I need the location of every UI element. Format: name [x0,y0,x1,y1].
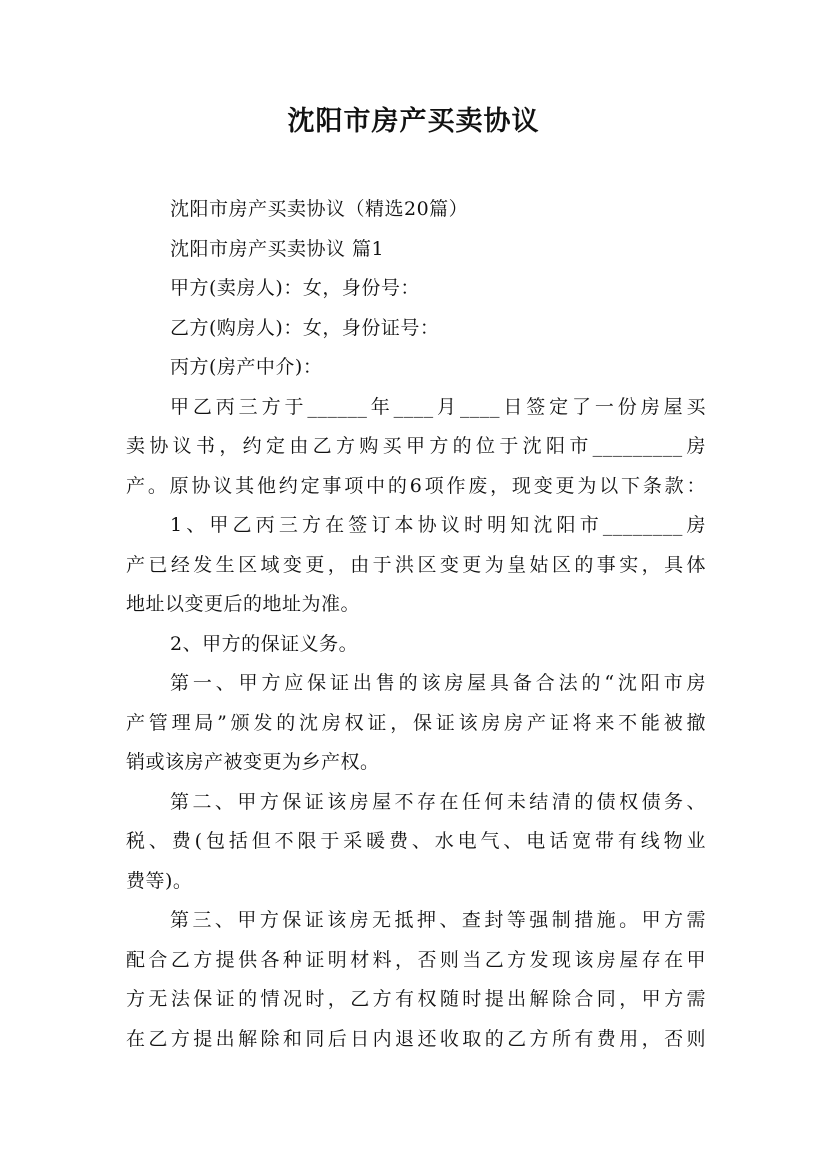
paragraph-line: 甲方(卖房人)：女，身份号： [170,277,420,299]
paragraph-line: 产管理局”颁发的沈房权证，保证该房房产证将来不能被撤 [126,711,706,734]
paragraph-line: 乙方(购房人)：女，身份证号： [170,316,440,339]
paragraph-line: 第二、甲方保证该房屋不存在任何未结清的债权债务、 [170,790,706,813]
paragraph-line: 税、费(包括但不限于采暖费、水电气、电话宽带有线物业 [126,830,706,852]
paragraph-line: 沈阳市房产买卖协议（精选20篇） [170,198,469,220]
paragraph-line: 地址以变更后的地址为准。 [126,593,361,615]
paragraph-line: 丙方(房产中介)： [170,356,323,378]
paragraph-line: 配合乙方提供各种证明材料，否则当乙方发现该房屋存在甲 [126,948,706,971]
paragraph-line: 1、甲乙丙三方在签订本协议时明知沈阳市________房 [170,514,706,536]
paragraph-line: 在乙方提出解除和同后日内退还收取的乙方所有费用，否则 [126,1027,706,1050]
paragraph-line: 产。原协议其他约定事项中的6项作废，现变更为以下条款： [126,474,706,497]
paragraph-line: 销或该房产被变更为乡产权。 [126,751,380,773]
paragraph-line: 卖协议书，约定由乙方购买甲方的位于沈阳市_________房 [126,435,706,457]
document-body [126,190,706,1059]
document-title: 沈阳市房产买卖协议 [287,106,540,137]
paragraph-line: 方无法保证的情况时，乙方有权随时提出解除合同，甲方需 [126,988,706,1010]
paragraph-line: 费等)。 [126,869,193,892]
paragraph-line: 第三、甲方保证该房无抵押、查封等强制措施。甲方需 [170,909,706,931]
paragraph-line: 甲乙丙三方于______年____月____日签定了一份房屋买 [170,395,706,418]
paragraph-line: 2、甲方的保证义务。 [170,632,359,655]
paragraph-line: 第一、甲方应保证出售的该房屋具备合法的“沈阳市房 [170,672,706,694]
paragraph-line: 产已经发生区域变更，由于洪区变更为皇姑区的事实，具体 [126,553,706,576]
paragraph-line: 沈阳市房产买卖协议 篇1 [170,237,385,260]
